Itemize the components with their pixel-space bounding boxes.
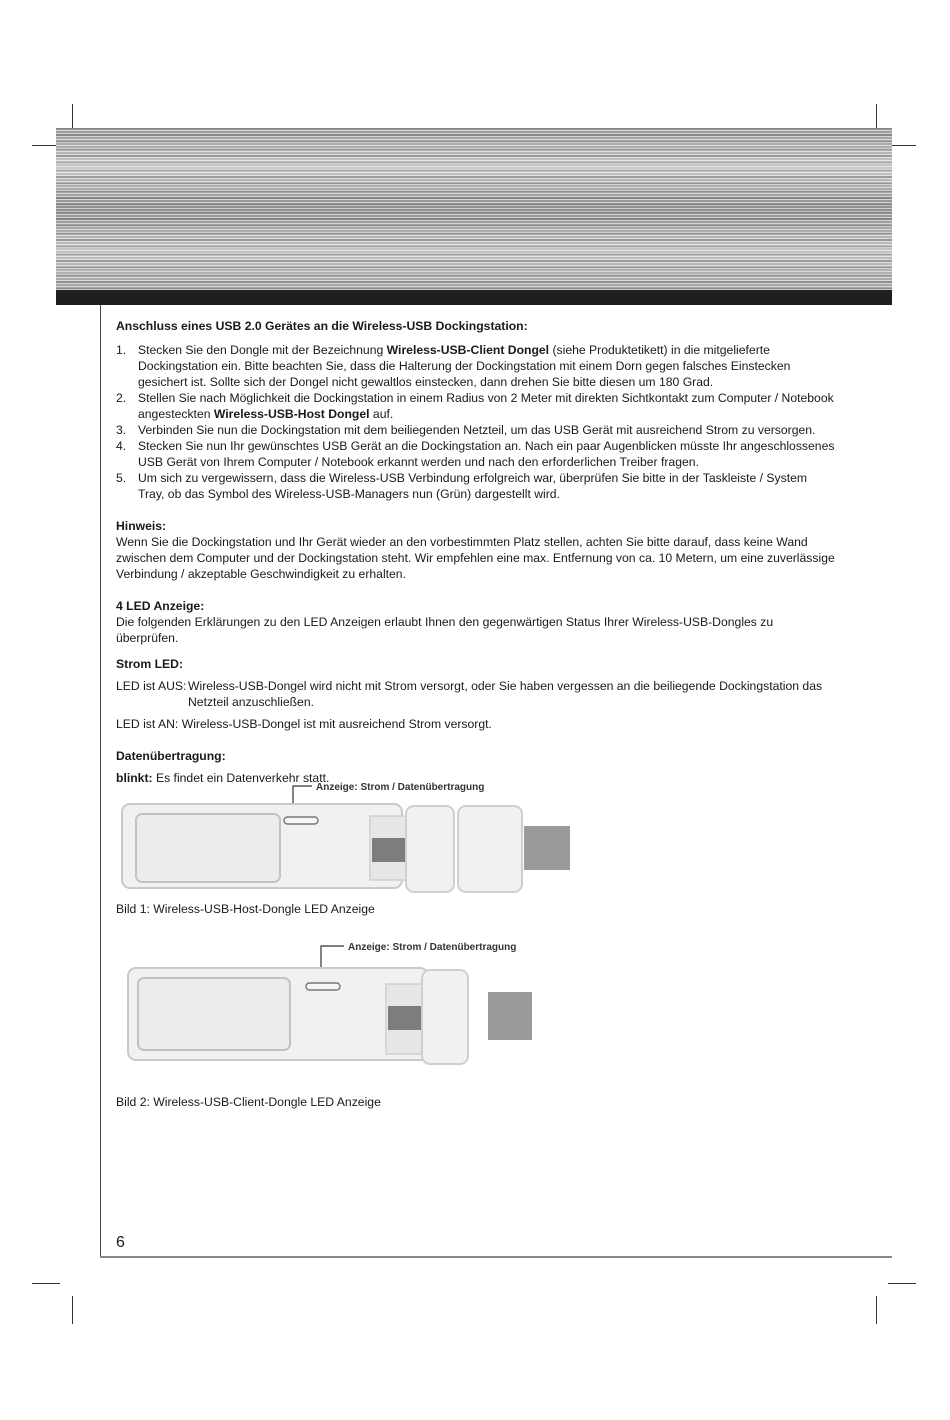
step-text: Stecken Sie nun Ihr gewünschtes USB Gerät an die Dockingstation an. Nach ein paar Augenblicken müsste Ihr angeschlossenes USB Gerät von Ihrem Computer / Notebook erkannt werden und nach den erforderlichen Treiber fragen. — [138, 439, 835, 469]
step-number: 5. — [116, 471, 127, 485]
list-item — [116, 438, 836, 470]
crop-mark — [32, 1283, 60, 1284]
led-an-text: LED ist AN: Wireless-USB-Dongel ist mit ausreichend Strom versorgt. — [116, 717, 492, 731]
step-text: Stecken Sie den Dongle mit der Bezeichnung — [138, 343, 387, 357]
section-heading: Anschluss eines USB 2.0 Gerätes an die Wireless-USB Dockingstation: — [116, 319, 528, 333]
led-aus-text: Wireless-USB-Dongel wird nicht mit Strom versorgt, oder Sie haben vergessen an die beiliegende Dockingstation das Netzteil anzuschließen. — [188, 679, 823, 709]
step-number: 3. — [116, 423, 127, 437]
figure-callout: Anzeige: Strom / Datenübertragung — [348, 942, 517, 953]
dongle-joint — [372, 838, 406, 862]
step-bold: Wireless-USB-Client Dongel — [386, 343, 550, 357]
footer-rule — [100, 1256, 892, 1258]
dongle-connector-housing — [422, 970, 468, 1064]
list-item — [116, 342, 836, 390]
usb-plug — [488, 992, 532, 1040]
list-item — [116, 422, 836, 438]
strom-heading: Strom LED: — [116, 657, 184, 671]
dongle-joint — [388, 1006, 426, 1030]
usb-plug — [524, 826, 570, 870]
dongle-connector-housing — [458, 806, 522, 892]
step-number: 4. — [116, 439, 127, 453]
header-banner — [56, 128, 892, 290]
led-text: Die folgenden Erklärungen zu den LED Anzeigen erlaubt Ihnen den gegenwärtigen Status Ihrer Wireless-USB-Dongles zu überprüfen. — [116, 615, 774, 645]
step-bold: Wireless-USB-Host Dongel — [213, 407, 370, 421]
step-text: Verbinden Sie nun die Dockingstation mit dem beiliegenden Netzteil, um das USB Gerät mit ausreichend Strom zu versorgen. — [138, 423, 816, 437]
document-body — [116, 318, 836, 786]
dongle-label-area — [138, 978, 290, 1050]
hinweis-text: Wenn Sie die Dockingstation und Ihr Gerät wieder an den vorbestimmten Platz stellen, achten Sie bitte darauf, dass keine Wand zwischen dem Computer und der Dockingstation steht. Wir empfehlen eine max. Entfernung von ca. 10 Metern, um eine zuverlässige Verbindung / akzeptable Geschwindigkeit zu erhalten. — [116, 535, 835, 581]
led-aus-row — [116, 678, 836, 710]
figure-callout: Anzeige: Strom / Datenübertragung — [316, 782, 485, 793]
daten-heading: Datenübertragung: — [116, 749, 226, 763]
figure-caption: Bild 2: Wireless-USB-Client-Dongle LED Anzeige — [116, 1095, 381, 1109]
dongle-label-area — [136, 814, 280, 882]
client-dongle-figure — [116, 936, 556, 1068]
led-indicator — [306, 983, 340, 990]
step-number: 2. — [116, 391, 127, 405]
margin-rule — [100, 305, 101, 1257]
blinkt-text: Es findet ein Datenverkehr statt. — [152, 771, 330, 785]
steps-list — [116, 342, 836, 502]
page-number: 6 — [116, 1234, 125, 1251]
crop-mark — [888, 1283, 916, 1284]
host-dongle-figure — [116, 776, 586, 898]
list-item — [116, 390, 836, 422]
crop-mark — [876, 1296, 877, 1324]
figure-caption: Bild 1: Wireless-USB-Host-Dongle LED Anzeige — [116, 902, 375, 916]
header-bar — [56, 290, 892, 305]
step-text: Stellen Sie nach Möglichkeit die Dockingstation in einem Radius von 2 Meter mit direkten Sichtkontakt zum Computer / Notebook angesteckten — [138, 391, 834, 421]
crop-mark — [72, 1296, 73, 1324]
list-item — [116, 470, 836, 502]
led-aus-label: LED ist AUS: — [116, 679, 187, 693]
step-number: 1. — [116, 343, 127, 357]
step-text: auf. — [369, 407, 394, 421]
led-indicator — [284, 817, 318, 824]
led-heading: 4 LED Anzeige: — [116, 599, 205, 613]
dongle-cap — [406, 806, 454, 892]
step-text: (siehe Produktetikett) in die mitgelieferte Dockingstation ein. Bitte beachten Sie, dass die Halterung der Dockingstation mit einem Dorn gegen falsches Einstecken gesichert ist. Sollte sich der Dongel nicht gewaltlos einstecken, dann drehen Sie bitte diesen um 180 Grad. — [138, 343, 791, 389]
hinweis-heading: Hinweis: — [116, 519, 167, 533]
step-text: Um sich zu vergewissern, dass die Wireless-USB Verbindung erfolgreich war, überprüfen Sie bitte in der Taskleiste / System Tray, ob das Symbol des Wireless-USB-Managers nun (Grün) dargestellt wird. — [138, 471, 808, 501]
crop-mark — [888, 145, 916, 146]
blinkt-label: blinkt: — [116, 771, 153, 785]
